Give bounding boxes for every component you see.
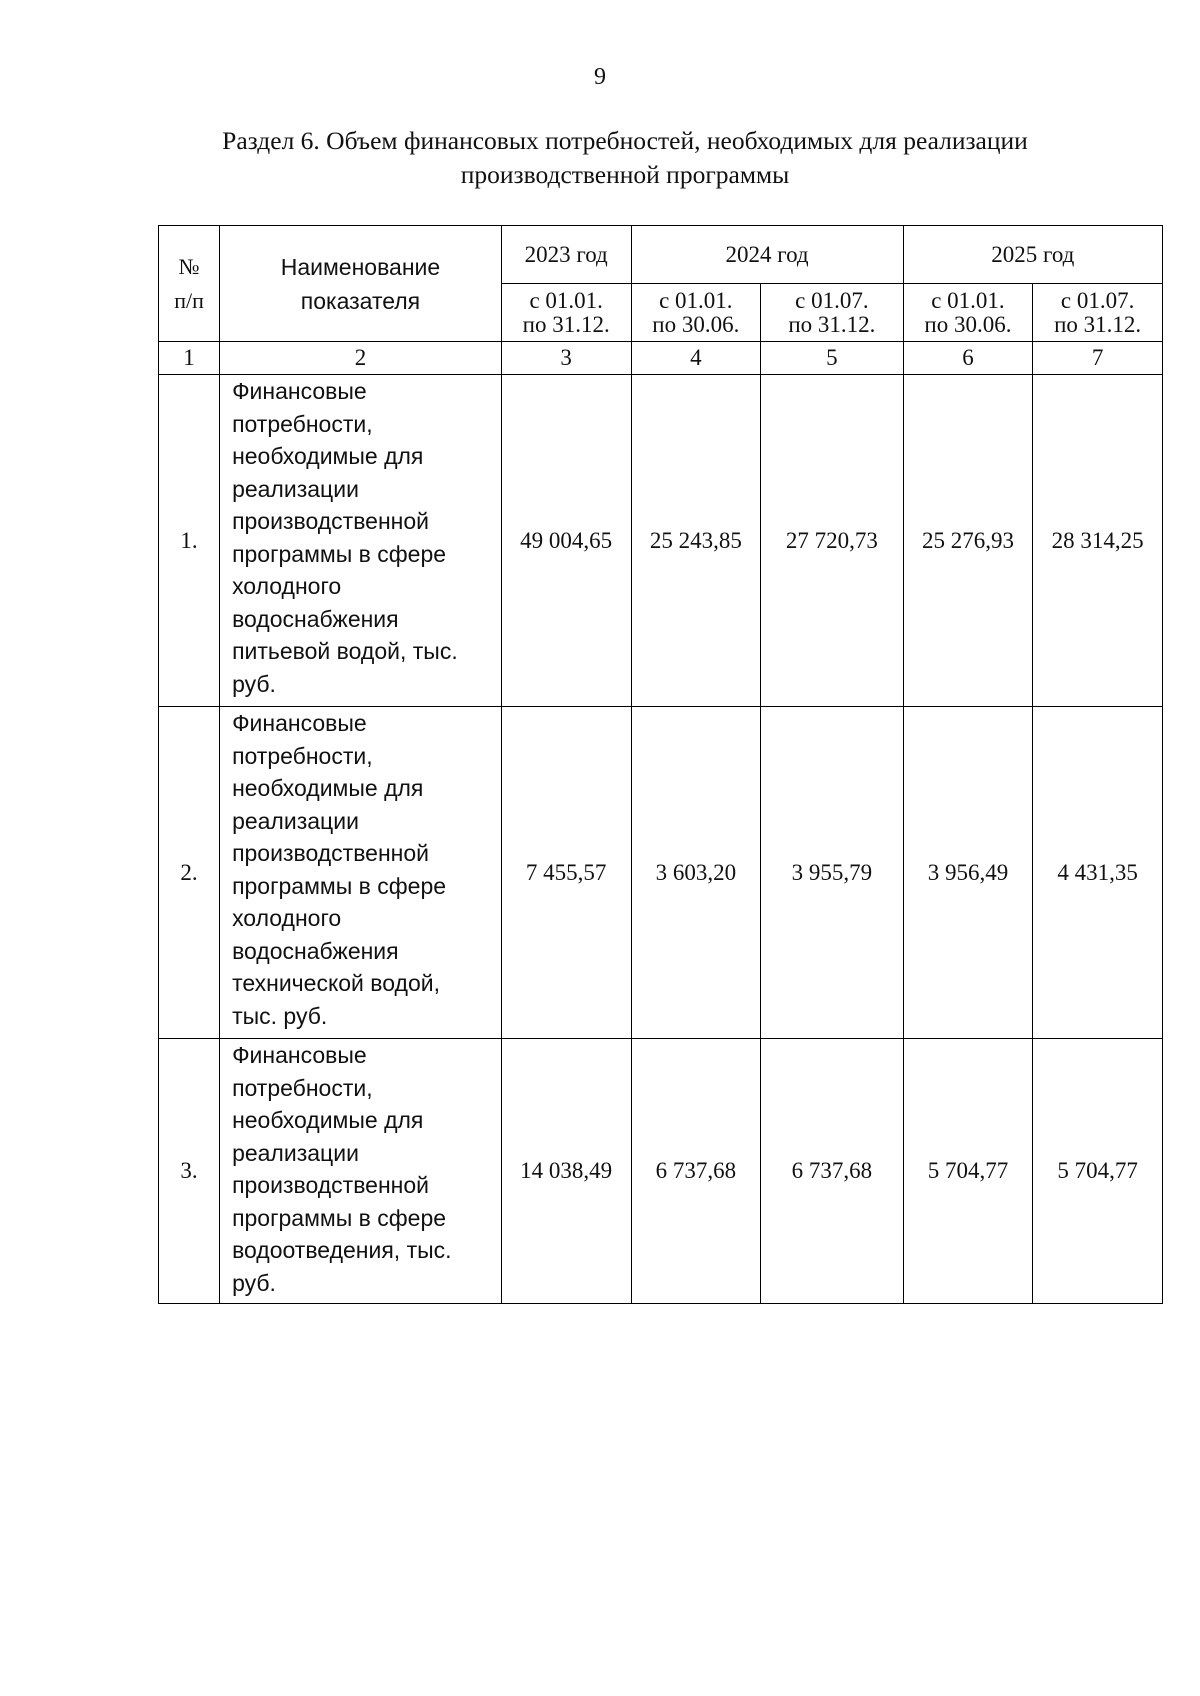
period-to: по 31.12. — [788, 311, 876, 337]
value-cell: 3 603,20 — [631, 707, 761, 1039]
header-num — [159, 226, 220, 342]
value-cell: 49 004,65 — [501, 375, 631, 707]
period-to: по 31.12. — [1054, 311, 1142, 337]
section-title-line-2: производственной программы — [460, 160, 790, 189]
header-year-2025: 2025 год — [903, 226, 1162, 284]
value-cell: 25 243,85 — [631, 375, 761, 707]
column-number: 2 — [220, 342, 502, 375]
indicator-name-line: потребности, — [232, 410, 373, 437]
period-from: с 01.07. — [1060, 287, 1135, 313]
indicator-name-line: потребности, — [232, 742, 373, 769]
period-from: с 01.01. — [659, 287, 733, 313]
header-period — [903, 284, 1033, 342]
indicator-name-line: руб. — [232, 670, 276, 697]
header-year-2024: 2024 год — [631, 226, 903, 284]
column-number: 4 — [631, 342, 761, 375]
value-cell: 6 737,68 — [761, 1039, 904, 1304]
indicator-name-line: Финансовые — [232, 710, 367, 736]
indicator-name-line: Финансовые — [232, 1042, 367, 1068]
column-number: 6 — [903, 342, 1033, 375]
indicator-name-line: реализации — [232, 807, 359, 834]
indicator-name — [220, 707, 502, 1039]
header-period — [1033, 284, 1163, 342]
period-from: с 01.01. — [931, 287, 1005, 313]
value-cell: 27 720,73 — [761, 375, 904, 707]
column-number-row — [159, 342, 1163, 375]
table-row — [159, 1039, 1163, 1304]
column-number: 5 — [761, 342, 904, 375]
indicator-name-line: технической водой, — [232, 970, 440, 996]
indicator-name-line: руб. — [232, 1269, 276, 1296]
header-period — [501, 284, 631, 342]
indicator-name-line: водоснабжения — [232, 937, 399, 964]
header-year-2023: 2023 год — [501, 226, 631, 284]
value-cell: 5 704,77 — [903, 1039, 1033, 1304]
indicator-name-line: необходимые для — [232, 1107, 424, 1133]
period-to: по 30.06. — [652, 311, 740, 337]
period-from: с 01.01. — [529, 287, 603, 313]
indicator-name — [220, 375, 502, 707]
indicator-name-line: программы в сфере — [232, 540, 447, 567]
value-cell: 5 704,77 — [1033, 1039, 1163, 1304]
indicator-name-line: реализации — [232, 475, 359, 502]
table-row — [159, 707, 1163, 1039]
value-cell: 25 276,93 — [903, 375, 1033, 707]
header-name-line-2: показателя — [300, 287, 421, 314]
period-to: по 31.12. — [522, 311, 610, 337]
period-from: с 01.07. — [795, 287, 869, 313]
row-number: 2. — [159, 707, 220, 1039]
indicator-name-line: холодного — [232, 905, 342, 931]
indicator-name-line: водоотведения, тыс. — [232, 1237, 452, 1263]
header-num-line-1: № — [178, 253, 200, 279]
financial-needs-table — [158, 225, 1163, 1304]
indicator-name-line: тыс. руб. — [232, 1002, 328, 1029]
value-cell: 7 455,57 — [501, 707, 631, 1039]
section-title — [150, 124, 1100, 192]
indicator-name-line: производственной — [232, 840, 429, 866]
value-cell: 3 956,49 — [903, 707, 1033, 1039]
column-number: 3 — [501, 342, 631, 375]
indicator-name-line: необходимые для — [232, 443, 424, 469]
indicator-name — [220, 1039, 502, 1304]
indicator-name-line: производственной — [232, 508, 429, 534]
header-name — [220, 226, 502, 342]
indicator-name-line: программы в сфере — [232, 1204, 447, 1231]
value-cell: 6 737,68 — [631, 1039, 761, 1304]
value-cell: 4 431,35 — [1033, 707, 1163, 1039]
indicator-name-line: водоснабжения — [232, 605, 399, 632]
column-number: 7 — [1033, 342, 1163, 375]
indicator-name-line: программы в сфере — [232, 872, 447, 899]
section-title-line-1: Раздел 6. Объем финансовых потребностей, необходимых для реализации — [222, 126, 1028, 155]
row-number: 3. — [159, 1039, 220, 1304]
header-num-line-2: п/п — [174, 287, 204, 313]
indicator-name-line: Финансовые — [232, 378, 367, 404]
table-row — [159, 375, 1163, 707]
period-to: по 30.06. — [924, 311, 1012, 337]
value-cell: 28 314,25 — [1033, 375, 1163, 707]
indicator-name-line: реализации — [232, 1139, 359, 1166]
indicator-name-line: потребности, — [232, 1074, 373, 1101]
value-cell: 14 038,49 — [501, 1039, 631, 1304]
indicator-name-line: производственной — [232, 1172, 429, 1198]
indicator-name-line: необходимые для — [232, 775, 424, 801]
header-row-years — [159, 226, 1163, 284]
header-name-line-1: Наименование — [280, 253, 441, 280]
indicator-name-line: питьевой водой, тыс. — [232, 638, 458, 664]
page-number: 9 — [594, 64, 606, 90]
indicator-name-line: холодного — [232, 573, 342, 599]
column-number: 1 — [159, 342, 220, 375]
header-period — [761, 284, 904, 342]
header-period — [631, 284, 761, 342]
row-number: 1. — [159, 375, 220, 707]
value-cell: 3 955,79 — [761, 707, 904, 1039]
